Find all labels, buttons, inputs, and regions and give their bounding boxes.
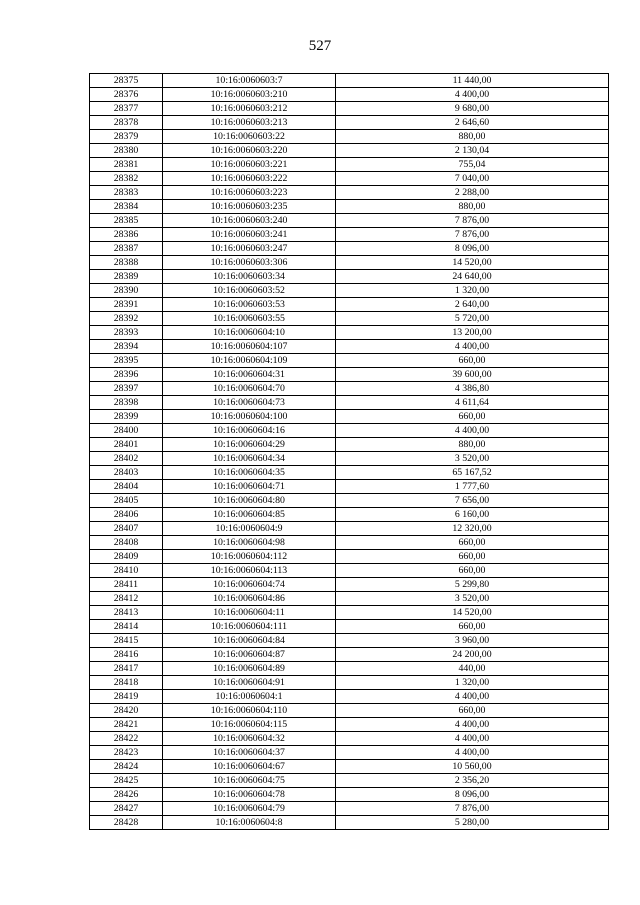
table-row [90, 690, 609, 704]
amount-cell: 8 096,00 [336, 242, 609, 256]
amount-cell: 2 356,20 [336, 774, 609, 788]
table-row [90, 746, 609, 760]
row-number-cell: 28419 [90, 690, 163, 704]
cadastral-number-cell: 10:16:0060604:91 [163, 676, 336, 690]
table-row [90, 480, 609, 494]
row-number-cell: 28403 [90, 466, 163, 480]
row-number-cell: 28423 [90, 746, 163, 760]
row-number-cell: 28393 [90, 326, 163, 340]
amount-cell: 8 096,00 [336, 788, 609, 802]
row-number-cell: 28382 [90, 172, 163, 186]
cadastral-number-cell: 10:16:0060604:113 [163, 564, 336, 578]
cadastral-number-cell: 10:16:0060603:241 [163, 228, 336, 242]
amount-cell: 1 777,60 [336, 480, 609, 494]
row-number-cell: 28405 [90, 494, 163, 508]
cadastral-number-cell: 10:16:0060604:8 [163, 816, 336, 830]
cadastral-number-cell: 10:16:0060604:100 [163, 410, 336, 424]
amount-cell: 10 560,00 [336, 760, 609, 774]
amount-cell: 2 130,04 [336, 144, 609, 158]
row-number-cell: 28422 [90, 732, 163, 746]
row-number-cell: 28395 [90, 354, 163, 368]
amount-cell: 11 440,00 [336, 74, 609, 88]
table-row [90, 508, 609, 522]
row-number-cell: 28387 [90, 242, 163, 256]
row-number-cell: 28428 [90, 816, 163, 830]
amount-cell: 660,00 [336, 704, 609, 718]
cadastral-number-cell: 10:16:0060603:22 [163, 130, 336, 144]
cadastral-number-cell: 10:16:0060604:112 [163, 550, 336, 564]
table-row [90, 732, 609, 746]
table-row [90, 718, 609, 732]
amount-cell: 6 160,00 [336, 508, 609, 522]
row-number-cell: 28413 [90, 606, 163, 620]
table-row [90, 74, 609, 88]
cadastral-number-cell: 10:16:0060604:29 [163, 438, 336, 452]
row-number-cell: 28410 [90, 564, 163, 578]
row-number-cell: 28415 [90, 634, 163, 648]
cadastral-number-cell: 10:16:0060604:85 [163, 508, 336, 522]
cadastral-number-cell: 10:16:0060604:109 [163, 354, 336, 368]
cadastral-number-cell: 10:16:0060604:115 [163, 718, 336, 732]
row-number-cell: 28396 [90, 368, 163, 382]
cadastral-number-cell: 10:16:0060604:98 [163, 536, 336, 550]
amount-cell: 4 400,00 [336, 718, 609, 732]
table-row [90, 158, 609, 172]
amount-cell: 3 960,00 [336, 634, 609, 648]
amount-cell: 4 400,00 [336, 340, 609, 354]
amount-cell: 660,00 [336, 620, 609, 634]
cadastral-number-cell: 10:16:0060604:70 [163, 382, 336, 396]
cadastral-number-cell: 10:16:0060604:11 [163, 606, 336, 620]
row-number-cell: 28420 [90, 704, 163, 718]
cadastral-number-cell: 10:16:0060604:75 [163, 774, 336, 788]
cadastral-number-cell: 10:16:0060604:31 [163, 368, 336, 382]
table-row [90, 802, 609, 816]
cadastral-number-cell: 10:16:0060604:37 [163, 746, 336, 760]
table-row [90, 186, 609, 200]
table-row [90, 354, 609, 368]
cadastral-number-cell: 10:16:0060604:86 [163, 592, 336, 606]
row-number-cell: 28408 [90, 536, 163, 550]
row-number-cell: 28384 [90, 200, 163, 214]
amount-cell: 2 646,60 [336, 116, 609, 130]
amount-cell: 14 520,00 [336, 256, 609, 270]
cadastral-number-cell: 10:16:0060604:10 [163, 326, 336, 340]
cadastral-number-cell: 10:16:0060604:71 [163, 480, 336, 494]
cadastral-number-cell: 10:16:0060603:7 [163, 74, 336, 88]
table-row [90, 466, 609, 480]
table-row [90, 284, 609, 298]
amount-cell: 660,00 [336, 410, 609, 424]
amount-cell: 660,00 [336, 354, 609, 368]
row-number-cell: 28404 [90, 480, 163, 494]
cadastral-number-cell: 10:16:0060604:111 [163, 620, 336, 634]
table-row [90, 424, 609, 438]
table-row [90, 662, 609, 676]
amount-cell: 660,00 [336, 536, 609, 550]
cadastral-number-cell: 10:16:0060603:52 [163, 284, 336, 298]
cadastral-number-cell: 10:16:0060604:32 [163, 732, 336, 746]
row-number-cell: 28401 [90, 438, 163, 452]
row-number-cell: 28397 [90, 382, 163, 396]
table-row [90, 816, 609, 830]
row-number-cell: 28414 [90, 620, 163, 634]
table-row [90, 536, 609, 550]
row-number-cell: 28409 [90, 550, 163, 564]
amount-cell: 9 680,00 [336, 102, 609, 116]
cadastral-number-cell: 10:16:0060603:235 [163, 200, 336, 214]
table-row [90, 200, 609, 214]
cadastral-number-cell: 10:16:0060604:35 [163, 466, 336, 480]
cadastral-number-cell: 10:16:0060604:74 [163, 578, 336, 592]
row-number-cell: 28411 [90, 578, 163, 592]
cadastral-number-cell: 10:16:0060603:220 [163, 144, 336, 158]
registry-table-body [90, 74, 609, 830]
table-row [90, 788, 609, 802]
row-number-cell: 28399 [90, 410, 163, 424]
table-row [90, 228, 609, 242]
amount-cell: 1 320,00 [336, 284, 609, 298]
table-row [90, 270, 609, 284]
cadastral-number-cell: 10:16:0060604:80 [163, 494, 336, 508]
row-number-cell: 28426 [90, 788, 163, 802]
table-row [90, 214, 609, 228]
table-row [90, 564, 609, 578]
table-row [90, 676, 609, 690]
amount-cell: 660,00 [336, 550, 609, 564]
row-number-cell: 28389 [90, 270, 163, 284]
cadastral-number-cell: 10:16:0060603:222 [163, 172, 336, 186]
row-number-cell: 28385 [90, 214, 163, 228]
amount-cell: 24 200,00 [336, 648, 609, 662]
row-number-cell: 28402 [90, 452, 163, 466]
amount-cell: 7 876,00 [336, 228, 609, 242]
table-row [90, 172, 609, 186]
table-row [90, 130, 609, 144]
amount-cell: 14 520,00 [336, 606, 609, 620]
cadastral-number-cell: 10:16:0060604:67 [163, 760, 336, 774]
amount-cell: 5 280,00 [336, 816, 609, 830]
amount-cell: 880,00 [336, 438, 609, 452]
cadastral-number-cell: 10:16:0060603:212 [163, 102, 336, 116]
table-row [90, 438, 609, 452]
amount-cell: 65 167,52 [336, 466, 609, 480]
row-number-cell: 28392 [90, 312, 163, 326]
cadastral-number-cell: 10:16:0060604:9 [163, 522, 336, 536]
amount-cell: 24 640,00 [336, 270, 609, 284]
table-row [90, 396, 609, 410]
amount-cell: 880,00 [336, 130, 609, 144]
amount-cell: 5 720,00 [336, 312, 609, 326]
amount-cell: 3 520,00 [336, 592, 609, 606]
row-number-cell: 28406 [90, 508, 163, 522]
row-number-cell: 28425 [90, 774, 163, 788]
cadastral-number-cell: 10:16:0060604:16 [163, 424, 336, 438]
table-row [90, 102, 609, 116]
table-row [90, 606, 609, 620]
cadastral-number-cell: 10:16:0060604:107 [163, 340, 336, 354]
amount-cell: 4 400,00 [336, 732, 609, 746]
table-row [90, 242, 609, 256]
row-number-cell: 28376 [90, 88, 163, 102]
row-number-cell: 28427 [90, 802, 163, 816]
row-number-cell: 28388 [90, 256, 163, 270]
amount-cell: 4 400,00 [336, 424, 609, 438]
row-number-cell: 28416 [90, 648, 163, 662]
cadastral-number-cell: 10:16:0060604:73 [163, 396, 336, 410]
table-row [90, 494, 609, 508]
table-row [90, 340, 609, 354]
row-number-cell: 28418 [90, 676, 163, 690]
cadastral-number-cell: 10:16:0060603:55 [163, 312, 336, 326]
table-row [90, 634, 609, 648]
amount-cell: 12 320,00 [336, 522, 609, 536]
table-row [90, 326, 609, 340]
row-number-cell: 28417 [90, 662, 163, 676]
table-row [90, 116, 609, 130]
amount-cell: 4 400,00 [336, 746, 609, 760]
amount-cell: 755,04 [336, 158, 609, 172]
table-row [90, 620, 609, 634]
row-number-cell: 28421 [90, 718, 163, 732]
amount-cell: 4 400,00 [336, 690, 609, 704]
amount-cell: 2 640,00 [336, 298, 609, 312]
amount-cell: 5 299,80 [336, 578, 609, 592]
row-number-cell: 28379 [90, 130, 163, 144]
row-number-cell: 28391 [90, 298, 163, 312]
row-number-cell: 28398 [90, 396, 163, 410]
table-row [90, 88, 609, 102]
cadastral-number-cell: 10:16:0060603:306 [163, 256, 336, 270]
amount-cell: 7 876,00 [336, 214, 609, 228]
table-row [90, 760, 609, 774]
amount-cell: 4 611,64 [336, 396, 609, 410]
table-row [90, 144, 609, 158]
table-row [90, 592, 609, 606]
row-number-cell: 28407 [90, 522, 163, 536]
table-row [90, 578, 609, 592]
registry-table [89, 73, 609, 830]
cadastral-number-cell: 10:16:0060603:240 [163, 214, 336, 228]
amount-cell: 7 876,00 [336, 802, 609, 816]
table-row [90, 368, 609, 382]
amount-cell: 39 600,00 [336, 368, 609, 382]
row-number-cell: 28377 [90, 102, 163, 116]
row-number-cell: 28394 [90, 340, 163, 354]
amount-cell: 13 200,00 [336, 326, 609, 340]
table-row [90, 522, 609, 536]
table-row [90, 256, 609, 270]
amount-cell: 4 386,80 [336, 382, 609, 396]
cadastral-number-cell: 10:16:0060603:247 [163, 242, 336, 256]
table-row [90, 312, 609, 326]
row-number-cell: 28412 [90, 592, 163, 606]
cadastral-number-cell: 10:16:0060604:84 [163, 634, 336, 648]
cadastral-number-cell: 10:16:0060604:34 [163, 452, 336, 466]
table-row [90, 774, 609, 788]
cadastral-number-cell: 10:16:0060603:53 [163, 298, 336, 312]
table-row [90, 452, 609, 466]
row-number-cell: 28390 [90, 284, 163, 298]
row-number-cell: 28381 [90, 158, 163, 172]
cadastral-number-cell: 10:16:0060603:34 [163, 270, 336, 284]
cadastral-number-cell: 10:16:0060604:78 [163, 788, 336, 802]
cadastral-number-cell: 10:16:0060604:110 [163, 704, 336, 718]
table-row [90, 648, 609, 662]
amount-cell: 3 520,00 [336, 452, 609, 466]
row-number-cell: 28386 [90, 228, 163, 242]
cadastral-number-cell: 10:16:0060603:213 [163, 116, 336, 130]
cadastral-number-cell: 10:16:0060604:1 [163, 690, 336, 704]
row-number-cell: 28424 [90, 760, 163, 774]
cadastral-number-cell: 10:16:0060604:87 [163, 648, 336, 662]
amount-cell: 2 288,00 [336, 186, 609, 200]
cadastral-number-cell: 10:16:0060603:210 [163, 88, 336, 102]
amount-cell: 440,00 [336, 662, 609, 676]
row-number-cell: 28378 [90, 116, 163, 130]
row-number-cell: 28383 [90, 186, 163, 200]
cadastral-number-cell: 10:16:0060604:79 [163, 802, 336, 816]
amount-cell: 1 320,00 [336, 676, 609, 690]
cadastral-number-cell: 10:16:0060603:223 [163, 186, 336, 200]
table-row [90, 298, 609, 312]
cadastral-number-cell: 10:16:0060604:89 [163, 662, 336, 676]
row-number-cell: 28400 [90, 424, 163, 438]
table-row [90, 410, 609, 424]
amount-cell: 7 656,00 [336, 494, 609, 508]
amount-cell: 7 040,00 [336, 172, 609, 186]
amount-cell: 660,00 [336, 564, 609, 578]
page-number: 527 [308, 38, 332, 54]
row-number-cell: 28375 [90, 74, 163, 88]
amount-cell: 880,00 [336, 200, 609, 214]
table-row [90, 382, 609, 396]
table-row [90, 550, 609, 564]
amount-cell: 4 400,00 [336, 88, 609, 102]
cadastral-number-cell: 10:16:0060603:221 [163, 158, 336, 172]
table-row [90, 704, 609, 718]
row-number-cell: 28380 [90, 144, 163, 158]
